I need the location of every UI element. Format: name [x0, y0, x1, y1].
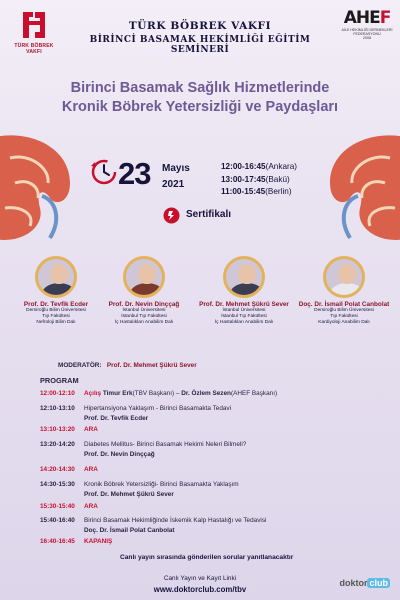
closing-time: 16:40-16:45: [40, 538, 75, 545]
speaker-name: Prof. Dr. Tevfik Ecder: [23, 301, 89, 308]
break-label: ARA: [84, 426, 98, 433]
event-day: 23: [118, 156, 151, 191]
session-title: Diabetes Mellitus- Birinci Basamak Hekimi Neleri Bilmeli?: [84, 441, 247, 448]
speaker-faculty: Tıp Fakültesi: [330, 314, 358, 319]
speaker-institution: İstanbul Üniversitesi: [122, 308, 166, 313]
doktorclub-logo: doktor club: [339, 578, 388, 588]
session-speaker: Prof. Dr. Tevfik Ecder: [84, 415, 149, 422]
session-speaker: Prof. Dr. Mehmet Şükrü Sever: [84, 491, 174, 498]
speaker-card: [8, 256, 104, 326]
session-speaker: Doç. Dr. İsmail Polat Canbolat: [84, 527, 175, 534]
speaker-photo: [35, 256, 77, 298]
speaker-card: [196, 256, 292, 326]
session-time: 14:30-15:30: [40, 481, 75, 488]
session-title: Kronik Böbrek Yetersizliği- Birinci Basamakta Yaklaşım: [84, 481, 239, 488]
moderator-name: Prof. Dr. Mehmet Şükrü Sever: [106, 362, 197, 369]
break-time: 13:10-13:20: [40, 426, 75, 433]
speaker-photo: [223, 256, 265, 298]
time-berlin: 11:00-15:45(Berlin): [221, 187, 292, 196]
speaker-institution: İstanbul Üniversitesi: [222, 308, 266, 313]
program-opening: [40, 390, 277, 397]
event-times: [221, 161, 297, 199]
break-label: ARA: [84, 503, 98, 510]
opening-person-2: Dr. Özlem Sezen: [181, 390, 231, 397]
event-year: 2021: [162, 179, 185, 190]
speaker-photo: [123, 256, 165, 298]
session-time: 15:40-16:40: [40, 517, 75, 524]
opening-role-2: (AHEF Başkanı): [230, 390, 278, 397]
opening-label: Açılış: [84, 390, 102, 397]
opening-separator: –: [174, 390, 182, 397]
speaker-photo: [323, 256, 365, 298]
program-label: PROGRAM: [40, 376, 79, 385]
live-link-label: Canlı Yayın ve Kayıt Linki: [163, 575, 237, 582]
clock-icon: [90, 158, 118, 186]
session-time: 12:10-13:10: [40, 405, 75, 412]
session-speaker: Prof. Dr. Nevin Dinççağ: [84, 451, 155, 458]
headline-line-2: Kronik Böbrek Yetersizliği ve Paydaşları: [61, 99, 339, 115]
ahef-logo: [340, 8, 394, 41]
break-label: ARA: [84, 466, 98, 473]
program-break: [40, 426, 98, 433]
program-session: [40, 441, 246, 448]
break-time: 15:30-15:40: [40, 503, 75, 510]
registration-link[interactable]: www.doktorclub.com/tbv: [153, 585, 247, 594]
speaker-card: [296, 256, 392, 326]
program-session: [40, 481, 239, 488]
ahef-logo-caption: AİLE HEKİMLİĞİ DERNEKLERİ FEDERASYONU: [341, 28, 393, 37]
time-baku: 13:00-17:45(Bakü): [221, 174, 290, 184]
program-break: [40, 466, 98, 473]
seminar-title: BİRİNCİ BASAMAK HEKİMLİĞİ EĞİTİM SEMİNERİ: [89, 35, 311, 55]
ahef-logo-year: 2008: [363, 36, 371, 41]
kidney-right-illustration: [322, 128, 400, 248]
break-time: 14:20-14:30: [40, 466, 75, 473]
tbv-logo-caption: TÜRK BÖBREK VAKFI: [14, 43, 54, 55]
speaker-name: Prof. Dr. Nevin Dinççağ: [108, 301, 180, 308]
speaker-card: [96, 256, 192, 326]
program-session: [40, 517, 266, 524]
speaker-department: Nefroloji Bilim Dalı: [36, 320, 76, 325]
speaker-department: İç Hastalıkları Anabilim Dalı: [114, 320, 174, 325]
questions-note: Canlı yayın sırasında gönderilen sorular yanıtlanacaktır: [120, 554, 294, 561]
ahef-logo-mark: AHEF: [343, 8, 391, 28]
speaker-institution: Demiroğlu Bilim Üniversitesi: [314, 308, 374, 313]
certificate-icon: [163, 207, 180, 224]
session-time: 12:00-12:10: [40, 390, 75, 397]
event-month: Mayıs: [162, 163, 190, 174]
tbv-logo-icon: [17, 8, 51, 42]
moderator-line: [58, 362, 197, 369]
certificate-label: Sertifikalı: [186, 209, 232, 220]
tbv-logo: [8, 8, 60, 55]
program-break: [40, 503, 98, 510]
speaker-faculty: İstanbul Tıp Fakültesi: [121, 314, 167, 319]
session-time: 13:20-14:20: [40, 441, 75, 448]
session-title: Hipertansiyona Yaklaşım - Birinci Basamakta Tedavi: [84, 405, 232, 412]
kidney-left-illustration: [0, 128, 78, 248]
program-closing: [40, 538, 112, 545]
speaker-name: Prof. Dr. Mehmet Şükrü Sever: [199, 301, 289, 308]
org-title: TÜRK BÖBREK VAKFI: [128, 20, 272, 32]
speaker-faculty: Tıp Fakültesi: [42, 314, 70, 319]
speaker-department: İç Hastalıkları Anabilim Dalı: [214, 320, 274, 325]
speaker-name: Doç. Dr. İsmail Polat Canbolat: [298, 301, 390, 308]
opening-role-1: (TBV Başkanı): [132, 390, 175, 397]
moderator-label: MODERATÖR:: [58, 362, 102, 369]
speaker-institution: Demiroğlu Bilim Üniversitesi: [26, 308, 86, 313]
opening-person-1: Timur Erk: [102, 390, 133, 397]
closing-label: KAPANIŞ: [84, 538, 113, 545]
session-title: Birinci Basamak Hekimliğinde İskemik Kalp Hastalığı ve Tedavisi: [84, 517, 267, 524]
program-session: [40, 405, 231, 412]
speaker-department: Kardiyoloji Anabilim Dalı: [318, 320, 370, 325]
speaker-faculty: İstanbul Tıp Fakültesi: [221, 314, 267, 319]
time-ankara: 12:00-16:45(Ankara): [221, 162, 298, 171]
headline-line-1: Birinci Basamak Sağlık Hizmetlerinde: [70, 80, 330, 96]
